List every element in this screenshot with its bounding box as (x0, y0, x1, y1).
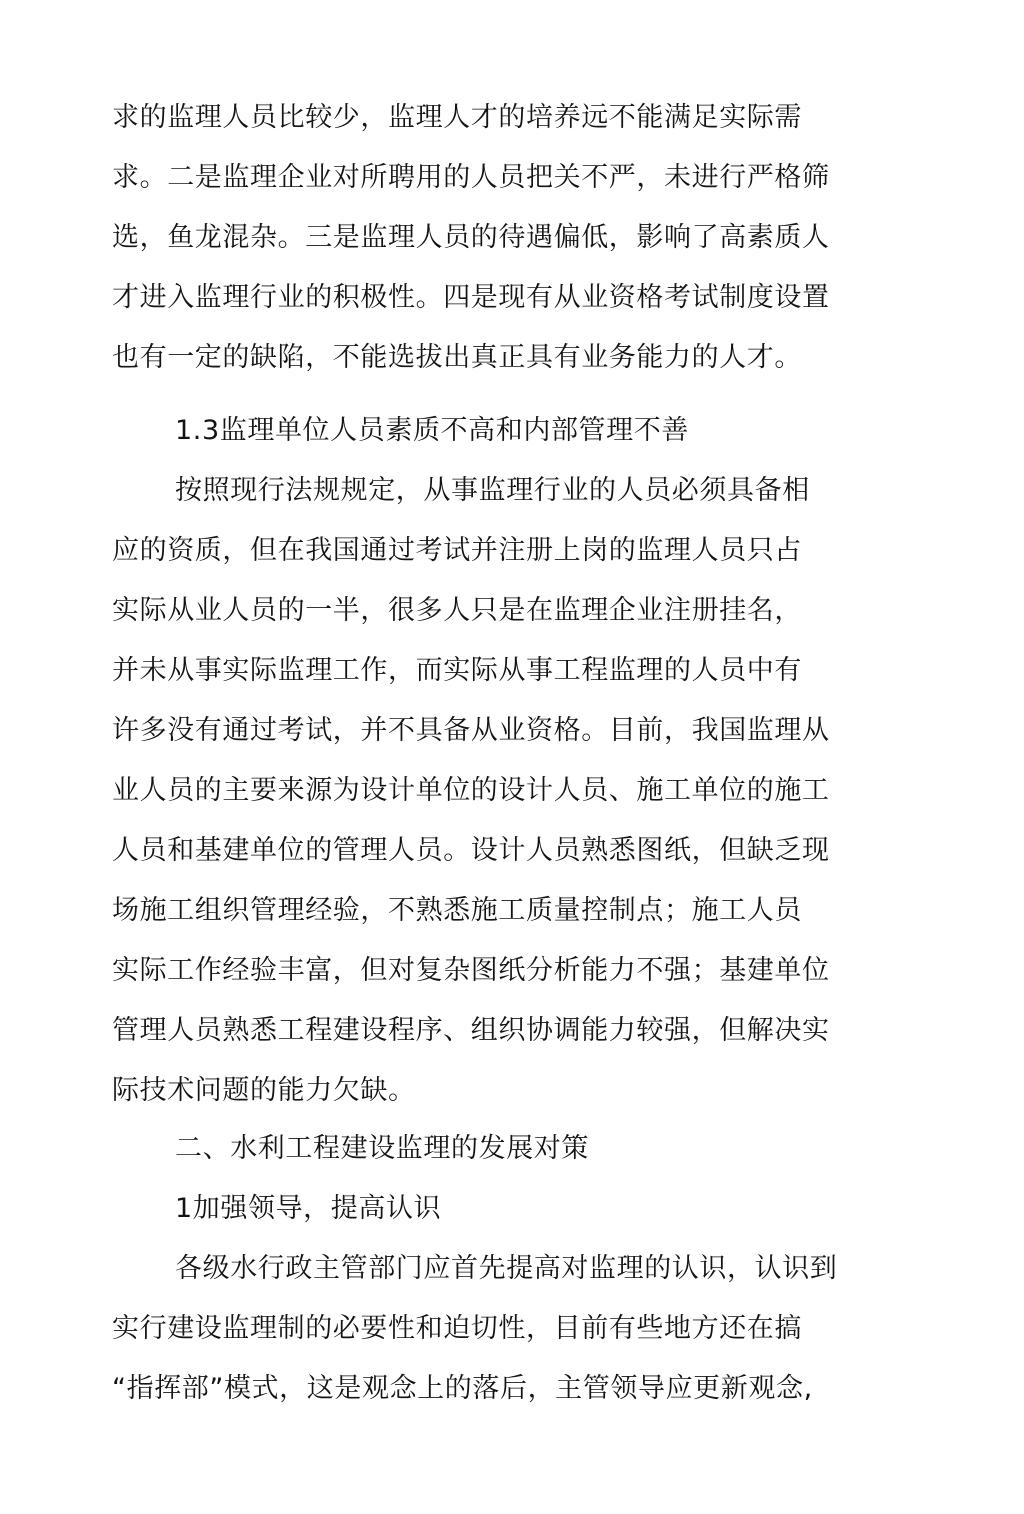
paragraph-line: 也有一定的缺陷，不能选拔出真正具有业务能力的人才。 (112, 342, 802, 373)
paragraph-line: 选，鱼龙混杂。三是监理人员的待遇偏低，影响了高素质人 (112, 222, 830, 253)
subsection-heading-1: 1加强领导，提高认识 (175, 1193, 442, 1224)
paragraph-line: 实际工作经验丰富，但对复杂图纸分析能力不强；基建单位 (112, 955, 830, 986)
paragraph-line: 管理人员熟悉工程建设程序、组织协调能力较强，但解决实 (112, 1015, 830, 1046)
paragraph-line: 并未从事实际监理工作，而实际从事工程监理的人员中有 (112, 655, 802, 686)
paragraph-line: 实行建设监理制的必要性和迫切性，目前有些地方还在搞 (112, 1313, 802, 1344)
paragraph-line: 求。二是监理企业对所聘用的人员把关不严，未进行严格筛 (112, 162, 830, 193)
paragraph-line: 应的资质，但在我国通过考试并注册上岗的监理人员只占 (112, 535, 802, 566)
paragraph-line: “指挥部”模式，这是观念上的落后，主管领导应更新观念, (112, 1373, 813, 1404)
paragraph-line: 实际从业人员的一半，很多人只是在监理企业注册挂名， (112, 595, 802, 626)
section-heading-1-3: 1.3监理单位人员素质不高和内部管理不善 (175, 415, 689, 446)
section-heading-2: 二、水利工程建设监理的发展对策 (175, 1133, 589, 1164)
paragraph-line: 按照现行法规规定，从事监理行业的人员必须具备相 (175, 475, 810, 506)
paragraph-line: 才进入监理行业的积极性。四是现有从业资格考试制度设置 (112, 282, 830, 313)
paragraph-line: 各级水行政主管部门应首先提高对监理的认识，认识到 (175, 1253, 838, 1284)
paragraph-line: 人员和基建单位的管理人员。设计人员熟悉图纸，但缺乏现 (112, 835, 830, 866)
paragraph-line: 际技术问题的能力欠缺。 (112, 1075, 416, 1106)
paragraph-line: 业人员的主要来源为设计单位的设计人员、施工单位的施工 (112, 775, 830, 806)
paragraph-line: 求的监理人员比较少，监理人才的培养远不能满足实际需 (112, 102, 802, 133)
paragraph-line: 许多没有通过考试，并不具备从业资格。目前，我国监理从 (112, 715, 830, 746)
paragraph-line: 场施工组织管理经验，不熟悉施工质量控制点；施工人员 (112, 895, 802, 926)
